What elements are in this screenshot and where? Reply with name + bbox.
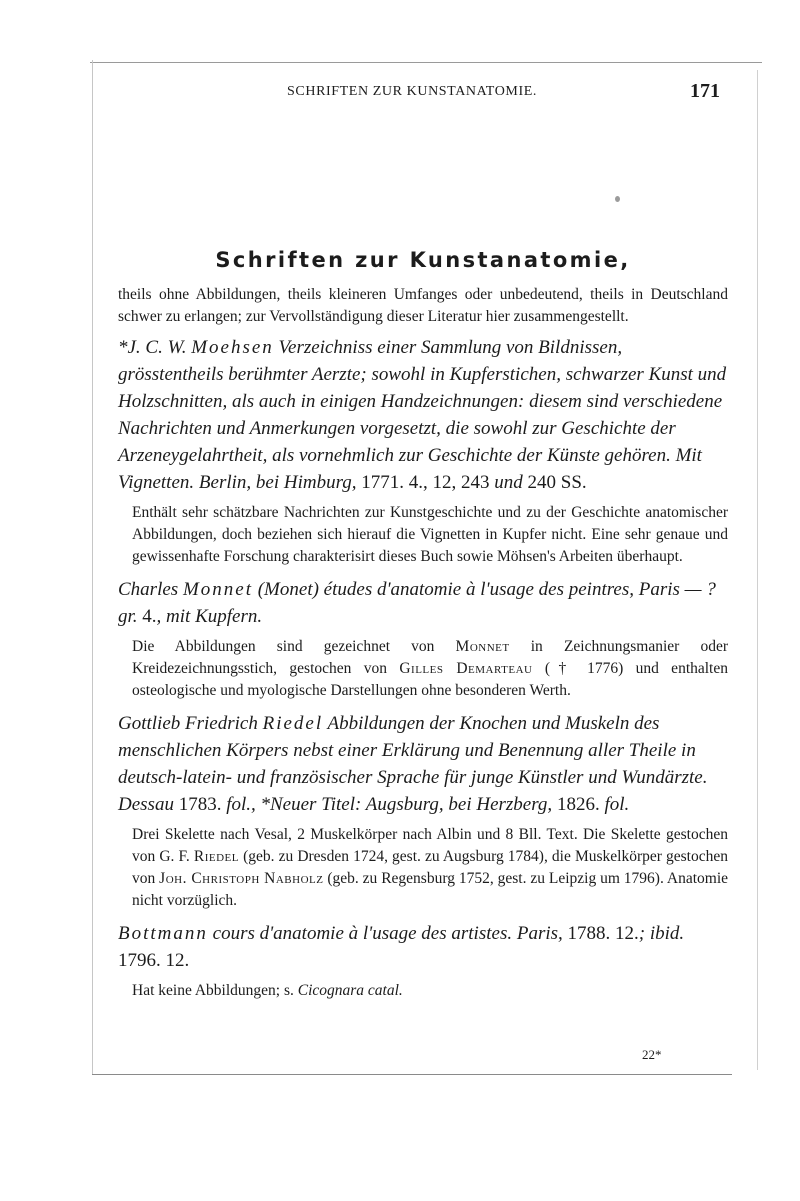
entry-riedel	[118, 710, 728, 818]
scan-border-left	[92, 60, 93, 1075]
note-text: Hat keine Abbildungen; s.	[132, 982, 298, 999]
scan-border-top	[90, 62, 762, 63]
entry-title-text: (Monet) études d'anatomie à l'usage des peintres, Paris — ? gr.	[118, 579, 716, 627]
note-text: (geb. zu Regensburg 1752, gest. zu Leipzig um 1796). Anatomie nicht vorzüglich.	[132, 870, 729, 909]
entry-note	[132, 980, 728, 1002]
entry-prefix: Charles	[118, 579, 183, 600]
entry-imprint-tail: fol., *Neuer Titel: Augsburg, bei Herzberg,	[221, 794, 557, 815]
entry-note: Enthält sehr schätzbare Nachrichten zur Kunstgeschichte und zu der Geschichte anatomischer Abbildungen, doch beziehen sich hierauf die Vignetten in Kupfer nicht. Eine sehr genaue und gewissenhafte Forschung charakterisirt dieses Buch sowie Möhsen's Arbeiten überhaupt.	[132, 504, 728, 565]
page-number: 171	[690, 80, 720, 102]
note-name: Joh. Christoph Nabholz	[159, 870, 324, 887]
entry-imprint: 4.	[142, 606, 157, 627]
entry-prefix: Gottlieb Friedrich	[118, 713, 263, 734]
page-header	[92, 80, 732, 120]
entry-moehsen	[118, 334, 728, 496]
entry-title-text: cours d'anatomie à l'usage des artistes. Paris,	[207, 923, 568, 944]
scan-border-bottom	[92, 1074, 732, 1075]
entry-imprint-end2: fol.	[599, 794, 630, 815]
entry-title-text: Abbildungen der Knochen und Muskeln des menschlichen Körpers nebst einer Erklärung und Benennung aller Theile in deutsch-latein- und französischer Sprache für junge Künstler und Wundärzte. Dessau	[118, 713, 708, 815]
entry-author: Bottmann	[118, 923, 208, 944]
entry-imprint: 1783.	[178, 794, 222, 815]
ink-dot	[615, 196, 620, 202]
entry-author: Monnet	[182, 579, 253, 600]
section-intro: theils ohne Abbildungen, theils kleineren Umfanges oder unbedeutend, theils in Deutschland schwer zu erlangen; zur Vervollständigung dieser Literatur hier zusammengestellt.	[118, 286, 728, 325]
note-citation: Cicognara catal.	[297, 982, 403, 999]
entry-imprint: 1788. 12.	[567, 923, 639, 944]
page-body	[118, 248, 728, 1010]
note-text: Drei Skelette nach Vesal, 2 Muskelkörper nach Albin und 8 Bll. Text. Die Skelette gestochen von G. F.	[132, 826, 728, 865]
entry-imprint-end: 1826.	[556, 794, 600, 815]
entry-imprint: 1771. 4., 12, 243	[361, 472, 490, 493]
entry-prefix: *J. C. W.	[118, 337, 192, 358]
note-name: Monnet	[455, 638, 510, 655]
entry-imprint-tail: , mit Kupfern.	[156, 606, 263, 627]
entry-imprint-end: 1796. 12.	[118, 950, 190, 971]
entry-monnet	[118, 576, 728, 630]
entry-bottmann	[118, 920, 728, 974]
note-text: (geb. zu Dresden 1724, gest. zu Augsburg 1784), die Muskelkörper gestochen von	[132, 848, 728, 887]
entry-title-text: Verzeichniss einer Sammlung von Bildnissen, grösstentheils berühmter Aerzte; sowohl in Kupferstichen, schwarzer Kunst und Holzschnitten, als auch in einigen Handzeichnungen: diesem sind verschiedene Nachrichten und Anmerkungen vorgesetzt, die sowohl zur Geschichte der Arzeneygelahrtheit, als vornehmlich zur Geschichte der Künste gehören. Mit Vignetten. Berlin, bei Himburg,	[118, 337, 727, 493]
entry-imprint-tail: ; ibid.	[638, 923, 685, 944]
entry-imprint-tail: und	[489, 472, 528, 493]
entry-author: Riedel	[262, 713, 324, 734]
entry-note	[132, 824, 728, 912]
note-name: Gilles Demarteau	[399, 660, 533, 677]
section-title: Schriften zur Kunstanatomie,	[215, 248, 631, 272]
note-text: Die Abbildungen sind gezeichnet von	[132, 638, 456, 655]
note-name: Riedel	[193, 848, 239, 865]
signature-mark: 22*	[642, 1047, 662, 1062]
note-text: in Zeichnungsmanier oder Kreidezeichnungsstich, gestochen von	[132, 638, 728, 677]
note-text: († 1776) und enthalten osteologische und myologische Darstellungen ohne besonderen Werth.	[132, 660, 728, 699]
scan-border-right	[757, 70, 758, 1070]
entry-imprint-end: 240 SS.	[527, 472, 587, 493]
running-head: SCHRIFTEN ZUR KUNSTANATOMIE.	[287, 84, 537, 99]
entry-author: Moehsen	[191, 337, 274, 358]
entry-note	[132, 636, 728, 702]
